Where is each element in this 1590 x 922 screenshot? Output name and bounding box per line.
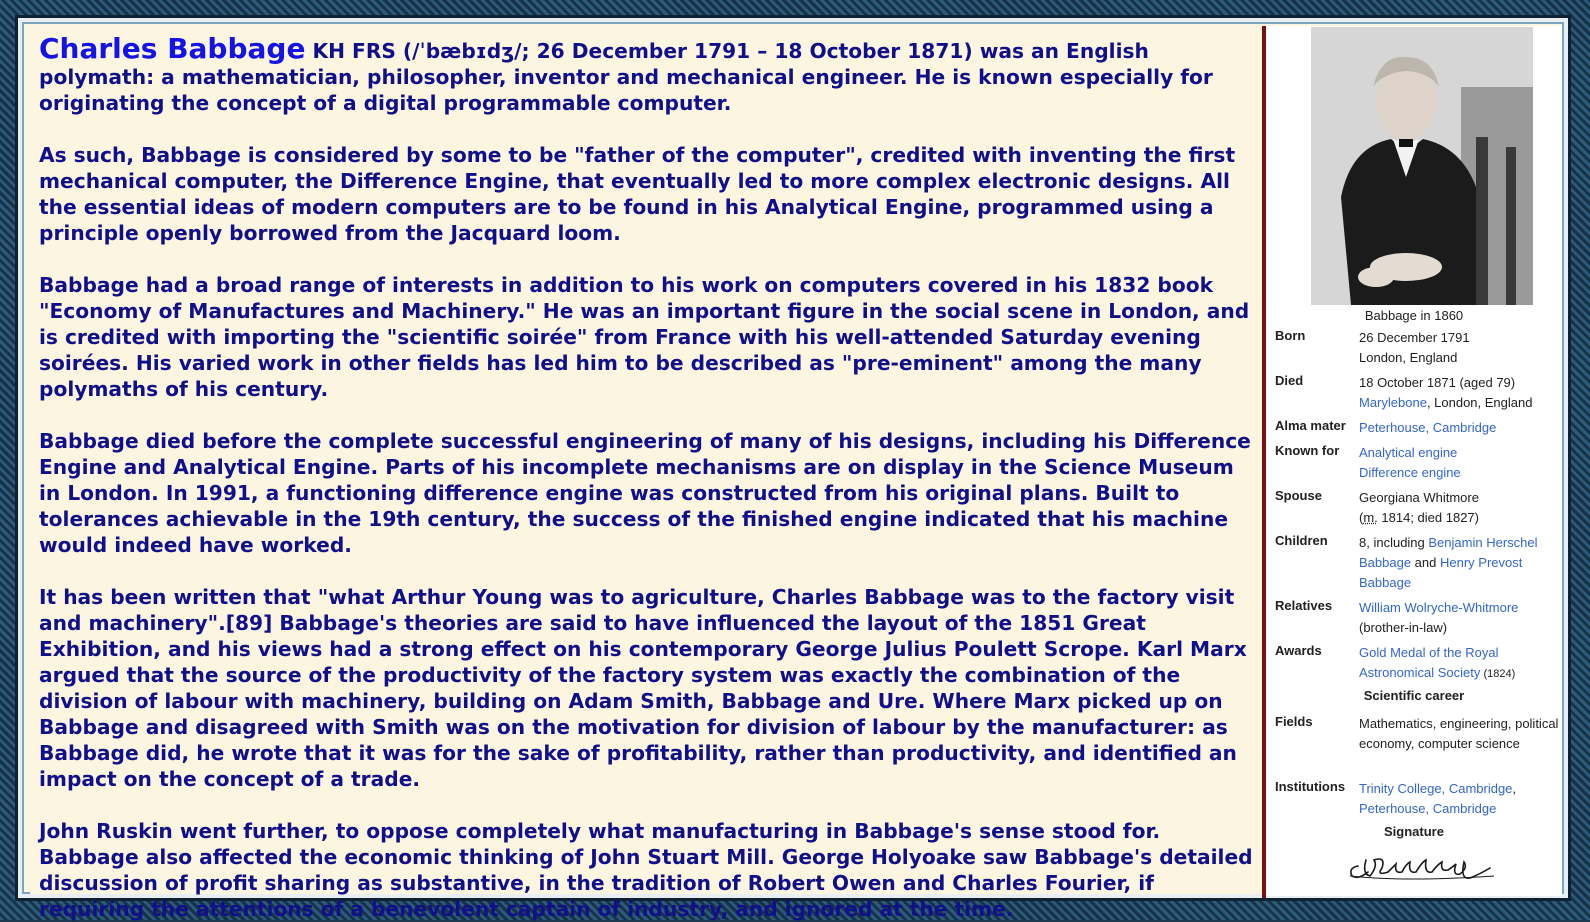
article-title: Charles Babbage (39, 32, 306, 65)
intro-text: KH FRS (/ˈbæbɪdʒ/; 26 December 1791 – 18 October 1871) was an English polymath: a mathematician, philosopher, inventor and mechanical engineer. He is known especially for originating the concept of a digital programmable computer. (39, 39, 1213, 115)
married-abbr: m. (1363, 510, 1378, 525)
photo-caption: Babbage in 1860 (1364, 308, 1464, 323)
paragraph-5: It has been written that "what Arthur Young was to agriculture, Charles Babbage was to the factory visit and machinery".[89] Babbage's theories are said to have influenced the layout of the 1851 Great Exhibition, and his views had a strong effect on his contemporary George Julius Poulett Scrope. Karl Marx argued that the source of the productivity of the factory system was exactly the combination of the division of labour with machinery, building on Adam Smith, Babbage and Ure. Where Marx picked up on Babbage and disagreed with Smith was on the motivation for division of labour by the manufacturer: as Babbage did, he wrote that it was for the sake of profitability, rather than productivity, and identified an impact on the concept of a trade. (39, 585, 1247, 791)
henry-link-b[interactable]: Babbage (1359, 575, 1412, 590)
died-row (1275, 373, 1560, 413)
relatives-note: (brother-in-law) (1359, 620, 1448, 635)
relatives-label: Relatives (1275, 598, 1333, 613)
award-link-a[interactable]: Gold Medal of the Royal (1359, 645, 1499, 660)
died-place-rest: , London, England (1426, 395, 1533, 410)
children-label: Children (1275, 533, 1328, 548)
marylebone-link[interactable]: Marylebone (1359, 395, 1427, 410)
peterhouse-link[interactable]: Peterhouse, Cambridge (1359, 801, 1497, 816)
spouse-name: Georgiana Whitmore (1359, 490, 1479, 505)
portrait-image (1311, 27, 1533, 305)
fields-row (1275, 714, 1560, 754)
children-prefix: 8, including (1359, 535, 1429, 550)
relatives-link[interactable]: William Wolryche-Whitmore (1359, 600, 1519, 615)
infobox (1266, 26, 1562, 896)
died-date: 18 October 1871 (aged 79) (1359, 375, 1516, 390)
paragraph-6: John Ruskin went further, to oppose completely what manufacturing in Babbage's sense stood for. Babbage also affected the economic thinking of John Stuart Mill. George Holyoake saw Babbage's detailed discussion of profit sharing as substantive, in the tradition of Robert Owen and Charles Fourier, if requiring the attentions of a benevolent captain of industry, and ignored at the time. (39, 819, 1253, 921)
fields-value: Mathematics, engineering, political economy, computer science (1359, 716, 1559, 751)
spouse-row (1275, 488, 1560, 528)
awards-label: Awards (1275, 643, 1322, 658)
children-and: and (1411, 555, 1440, 570)
died-label: Died (1275, 373, 1304, 388)
trinity-link[interactable]: Trinity College, Cambridge (1359, 781, 1513, 796)
relatives-row (1275, 598, 1560, 638)
born-value (1359, 328, 1560, 368)
spouse-paren: ( (1359, 510, 1364, 525)
paragraph-4: Babbage died before the complete successful engineering of many of his designs, including his Difference Engine and Analytical Engine. Parts of his incomplete mechanisms are on display in the Science Museum in London. In 1991, a functioning difference engine was constructed from his original plans. Built to tolerances achievable in the 19th century, the success of the finished engine indicated that his machine would indeed have worked. (39, 429, 1251, 557)
known-for-label: Known for (1275, 443, 1340, 458)
born-row (1275, 328, 1560, 368)
paragraph-3: Babbage had a broad range of interests in addition to his work on computers covered in his 1832 book "Economy of Manufactures and Machinery." He was an important figure in the social scene in London, and is credited with importing the "scientific soirée" from France with his well-attended Saturday evening soirées. His varied work in other fields has led him to be described as "pre-eminent" among the many polymaths of his century. (39, 273, 1250, 401)
alma-mater-row (1275, 418, 1560, 438)
alma-mater-link[interactable]: Peterhouse, Cambridge (1359, 420, 1497, 435)
institutions-label: Institutions (1275, 779, 1346, 794)
benjamin-link-b[interactable]: Babbage (1359, 555, 1412, 570)
known-for-row (1275, 443, 1560, 483)
spouse-label: Spouse (1275, 488, 1322, 503)
signature-image (1344, 846, 1499, 886)
children-row (1275, 533, 1560, 593)
paragraph-2: As such, Babbage is considered by some to be "father of the computer", credited with inventing the first mechanical computer, the Difference Engine, that eventually led to more complex electronic designs. All the essential ideas of modern computers are to be found in his Analytical Engine, programmed using a principle openly borrowed from the Jacquard loom. (39, 143, 1236, 245)
henry-link-a[interactable]: Henry Prevost (1439, 555, 1523, 570)
paragraph-1 (39, 32, 1254, 116)
portrait-photo (1311, 27, 1533, 305)
spouse-detail: 1814; died 1827) (1377, 510, 1479, 525)
born-label: Born (1275, 328, 1306, 343)
institutions-row: Institutions Trinity College, Cambridge, Peterhouse, Cambridge (1275, 779, 1560, 819)
article-body (30, 30, 1262, 921)
award-year: (1824) (1480, 668, 1516, 680)
analytical-engine-link[interactable]: Analytical engine (1359, 445, 1458, 460)
died-value (1359, 373, 1560, 413)
award-link-b[interactable]: Astronomical Society (1359, 665, 1481, 680)
born-place: London, England (1359, 350, 1458, 365)
born-date: 26 December 1791 (1359, 330, 1470, 345)
scientific-career-heading: Scientific career (1363, 688, 1465, 703)
awards-row (1275, 643, 1560, 684)
difference-engine-link[interactable]: Difference engine (1359, 465, 1461, 480)
benjamin-link-a[interactable]: Benjamin Herschel (1428, 535, 1538, 550)
signature-heading: Signature (1384, 824, 1444, 839)
alma-mater-label: Alma mater (1275, 418, 1346, 433)
fields-label: Fields (1275, 714, 1313, 729)
